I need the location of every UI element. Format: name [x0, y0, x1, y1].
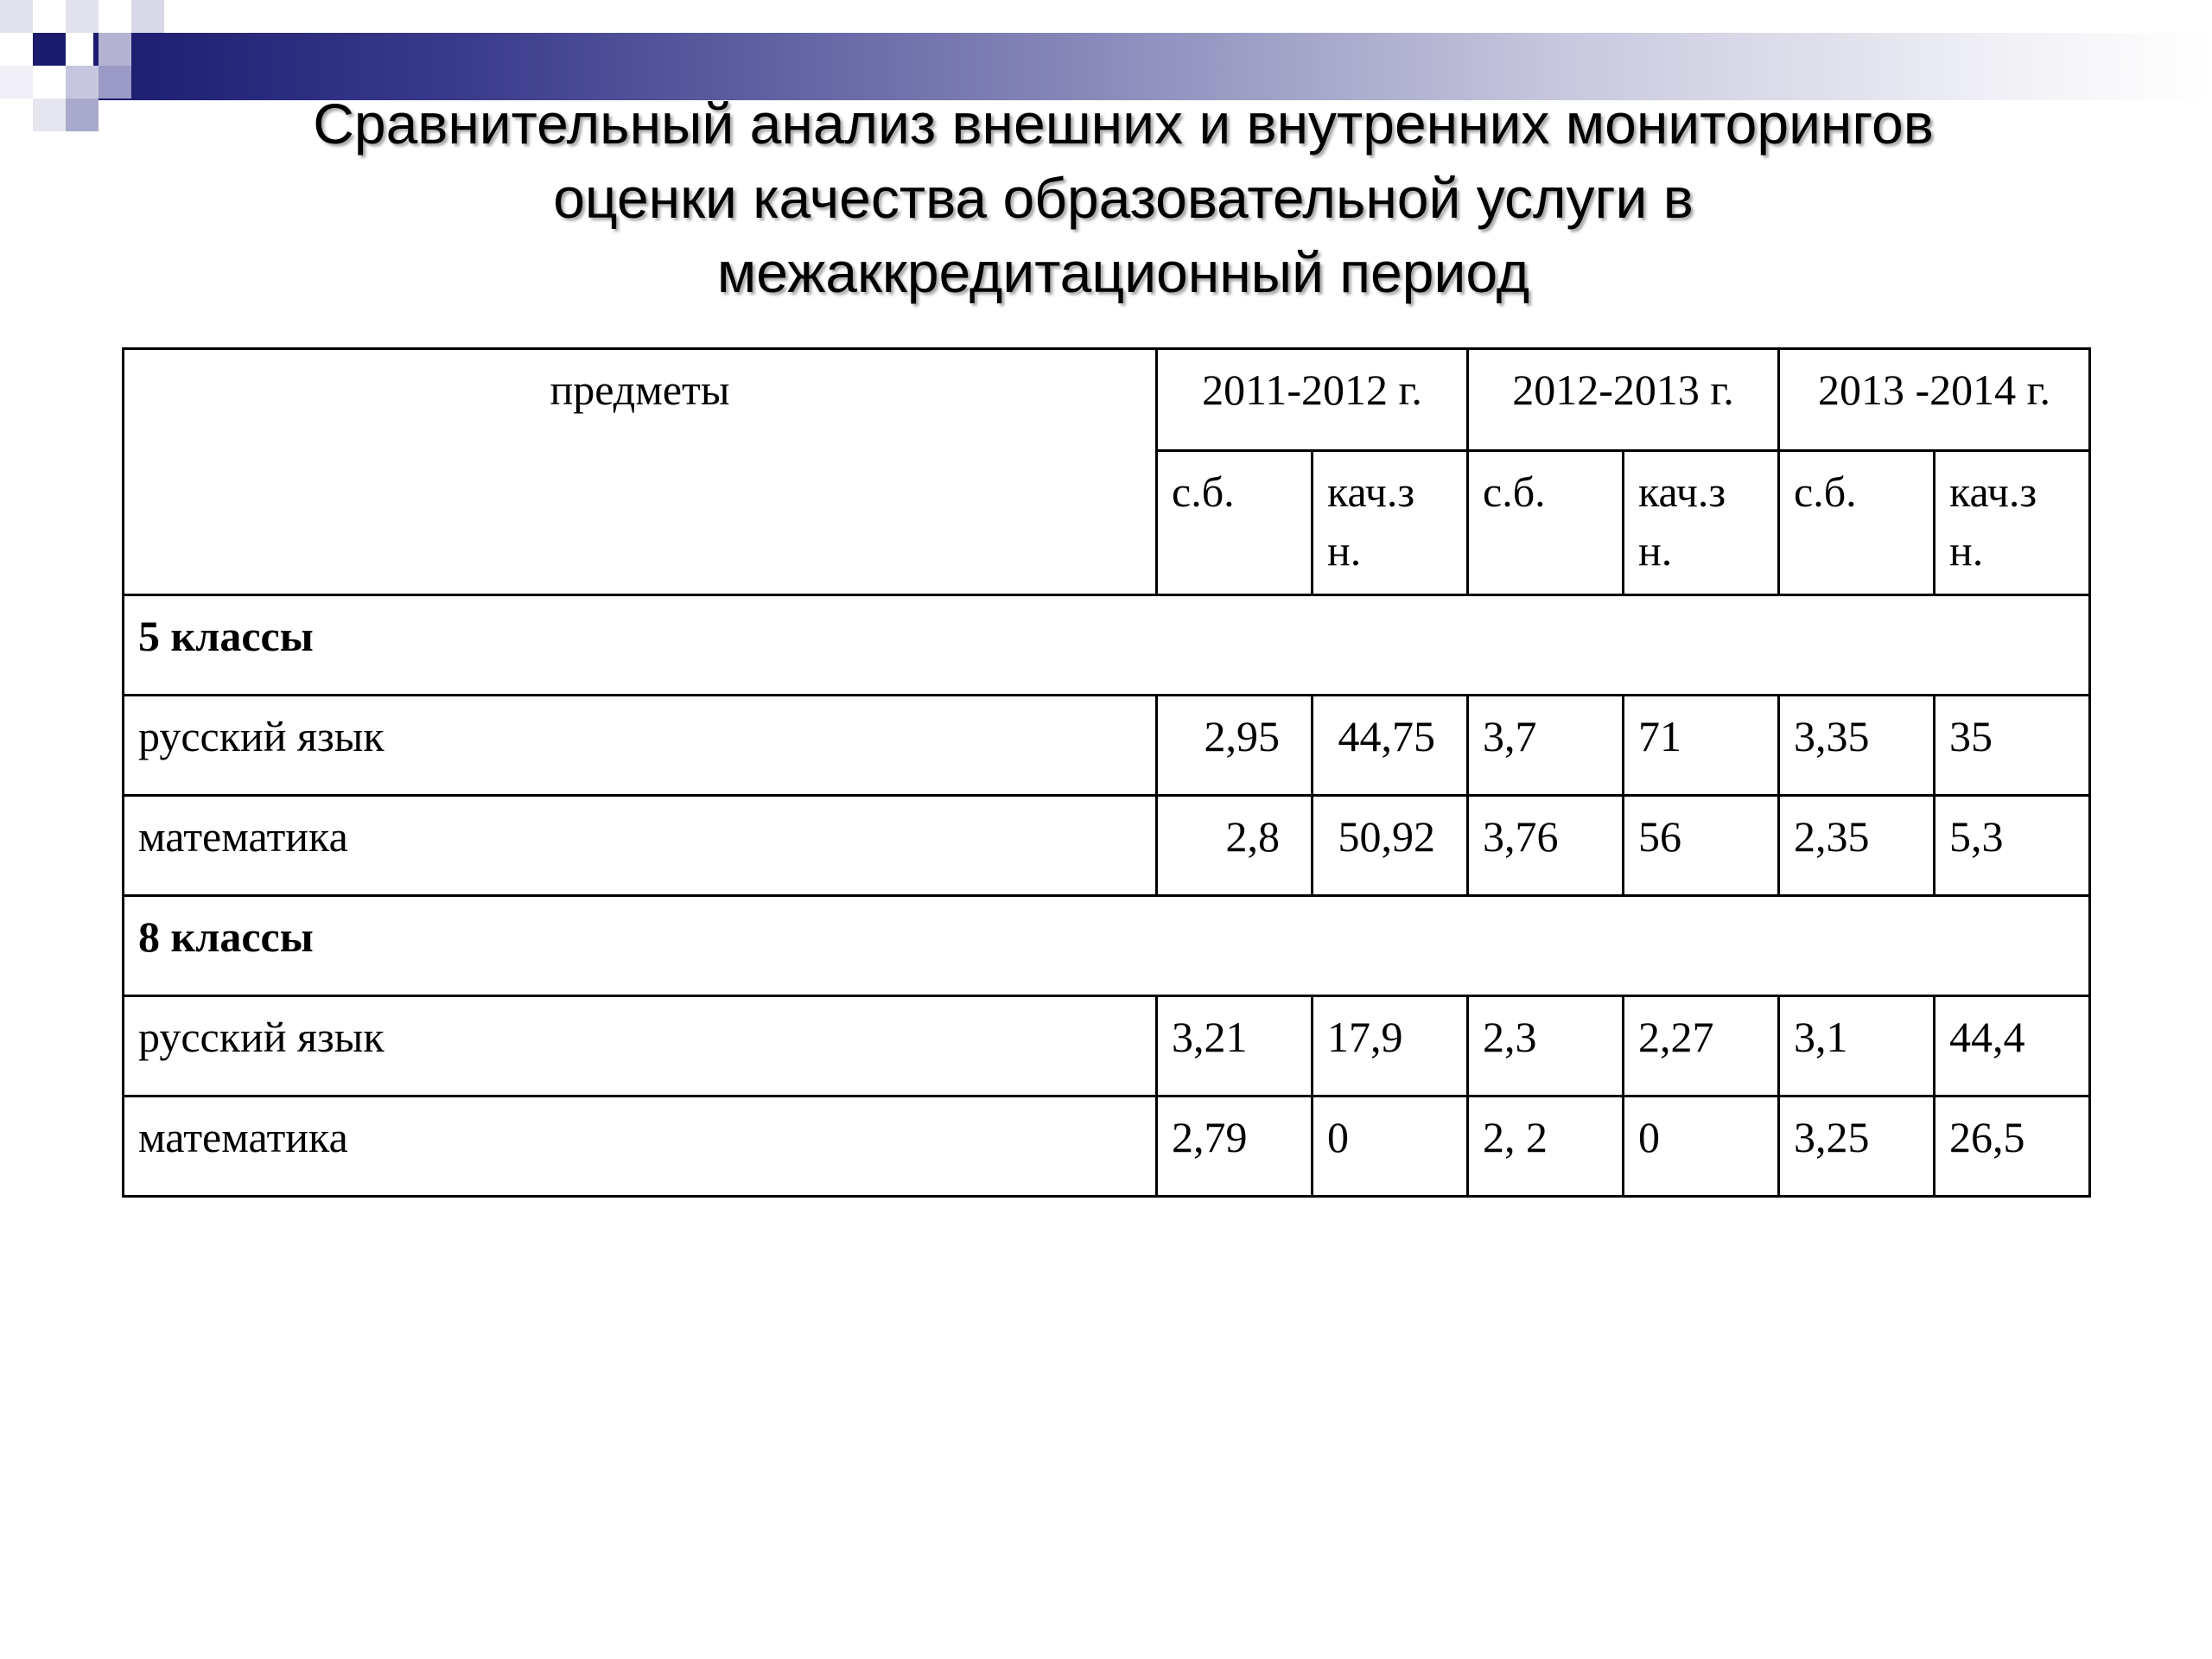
value-cell: 3,35 — [1779, 696, 1935, 796]
value-cell: 56 — [1624, 796, 1779, 896]
value-cell: 2,27 — [1624, 996, 1779, 1096]
subjects-header: предметы — [124, 349, 1157, 595]
value-cell: 3,21 — [1157, 996, 1313, 1096]
value-cell: 3,7 — [1468, 696, 1624, 796]
value-cell: 2,35 — [1779, 796, 1935, 896]
table-row — [124, 996, 2090, 1096]
title-line: оценки качества образовательной услуги в — [553, 166, 1694, 230]
value-cell: 3,25 — [1779, 1096, 1935, 1197]
year-header: 2011-2012 г. — [1157, 349, 1468, 451]
subject-cell: русский язык — [124, 996, 1157, 1096]
value-cell: 71 — [1624, 696, 1779, 796]
value-cell: 2,79 — [1157, 1096, 1313, 1197]
title-line: Сравнительный анализ внешних и внутренних мониторингов — [313, 92, 1934, 156]
header-row-years — [124, 349, 2090, 451]
metric-header: с.б. — [1468, 451, 1624, 595]
value-cell: 44,4 — [1935, 996, 2090, 1096]
deco-square — [0, 66, 33, 99]
metric-header: с.б. — [1779, 451, 1935, 595]
group-row — [124, 595, 2090, 696]
table-row — [124, 696, 2090, 796]
subject-cell: математика — [124, 1096, 1157, 1197]
group-row — [124, 896, 2090, 996]
value-cell: 26,5 — [1935, 1096, 2090, 1197]
title-line: межаккредитационный период — [716, 240, 1530, 304]
subject-cell: математика — [124, 796, 1157, 896]
value-cell: 0 — [1624, 1096, 1779, 1197]
deco-square — [0, 0, 33, 33]
deco-square — [99, 66, 131, 99]
metric-header: с.б. — [1157, 451, 1313, 595]
value-cell: 3,76 — [1468, 796, 1624, 896]
table-row — [124, 1096, 2090, 1197]
metric-header: кач.з н. — [1313, 451, 1468, 595]
deco-square — [131, 0, 164, 33]
value-cell: 35 — [1935, 696, 2090, 796]
slide-title — [130, 86, 2117, 309]
value-cell: 2, 2 — [1468, 1096, 1624, 1197]
table-row — [124, 796, 2090, 896]
value-cell: 17,9 — [1313, 996, 1468, 1096]
value-cell: 3,1 — [1779, 996, 1935, 1096]
metric-header: кач.з н. — [1935, 451, 2090, 595]
deco-square — [66, 0, 99, 33]
value-cell: 0 — [1313, 1096, 1468, 1197]
deco-square — [66, 66, 99, 99]
metric-header: кач.з н. — [1624, 451, 1779, 595]
results-table — [122, 347, 2091, 1198]
deco-square — [33, 99, 66, 131]
value-cell: 5,3 — [1935, 796, 2090, 896]
value-cell: 2,95 — [1157, 696, 1313, 796]
deco-square — [66, 99, 99, 131]
deco-square — [33, 33, 66, 66]
value-cell: 2,8 — [1157, 796, 1313, 896]
subject-cell: русский язык — [124, 696, 1157, 796]
group-label: 5 классы — [124, 595, 2090, 696]
group-label: 8 классы — [124, 896, 2090, 996]
deco-square — [99, 33, 131, 66]
year-header: 2013 -2014 г. — [1779, 349, 2090, 451]
value-cell: 50,92 — [1313, 796, 1468, 896]
year-header: 2012-2013 г. — [1468, 349, 1779, 451]
value-cell: 44,75 — [1313, 696, 1468, 796]
value-cell: 2,3 — [1468, 996, 1624, 1096]
